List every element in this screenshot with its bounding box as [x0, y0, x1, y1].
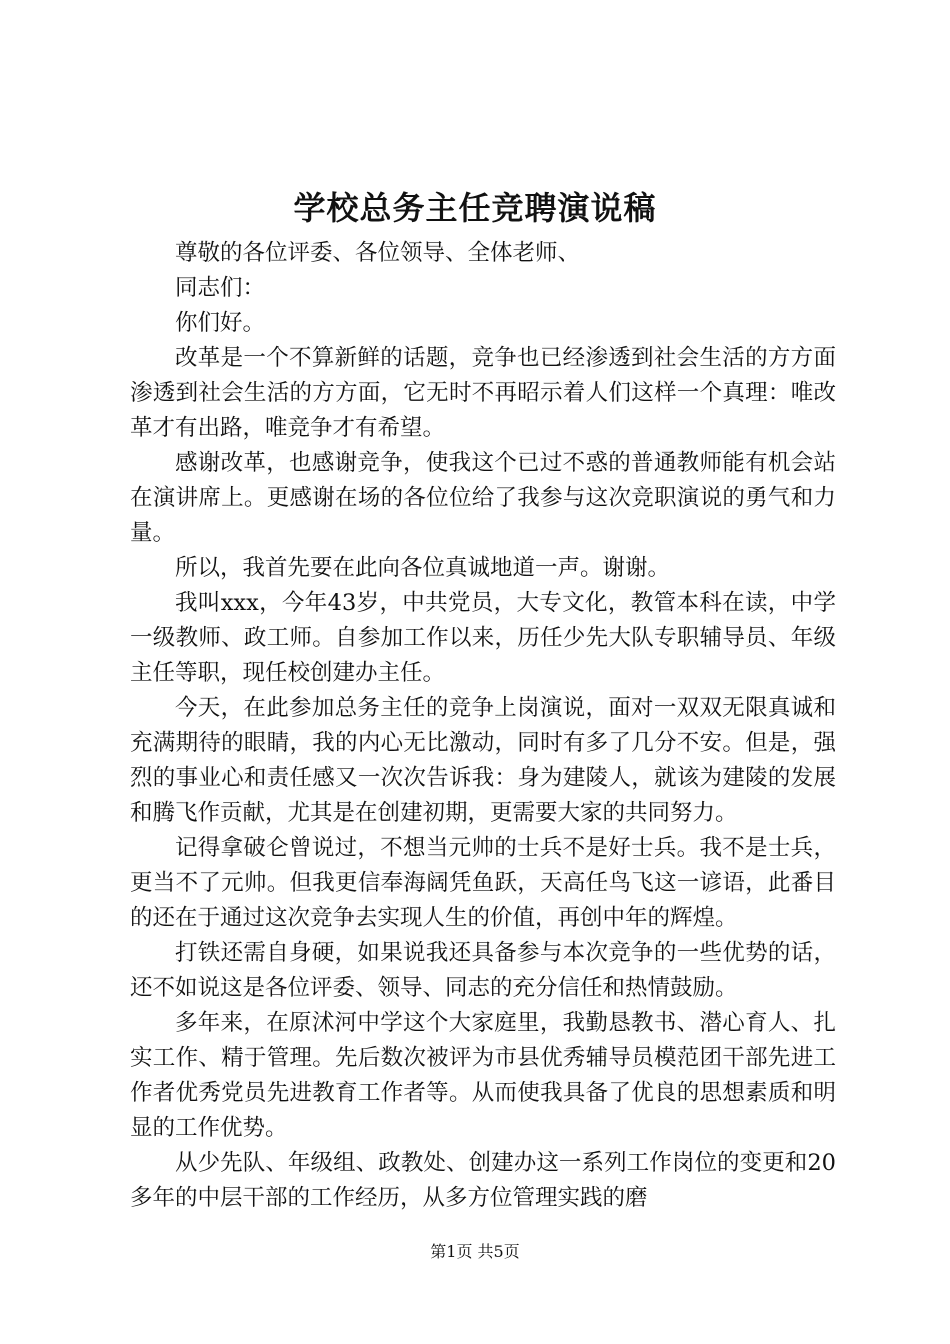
paragraph-experience: 多年来，在原沭河中学这个大家庭里，我勤恳教书、潜心育人、扎实工作、精于管理。先后数次被评为市县优秀辅导员模范团干部先进工作者优秀党员先进教育工作者等。从而使我具备了优良的思想素质和明显的工作优势。 — [130, 1010, 836, 1141]
paragraph-salutation-1: 尊敬的各位评委、各位领导、全体老师、 — [175, 240, 581, 266]
page-number-footer: 第1页 共5页 — [430, 1242, 520, 1261]
paragraph-introduction: 我叫xxx，今年43岁，中共党员，大专文化，教管本科在读，中学一级教师、政工师。自参加工作以来，历任少先大队专职辅导员、年级主任等职，现任校创建办主任。 — [130, 590, 836, 686]
paragraph-greeting: 你们好。 — [175, 310, 266, 336]
document-title: 学校总务主任竞聘演说稿 — [293, 189, 657, 227]
paragraph-today: 今天，在此参加总务主任的竞争上岗演说，面对一双双无限真诚和充满期待的眼睛，我的内心无比激动，同时有多了几分不安。但是，强烈的事业心和责任感又一次次告诉我：身为建陵人，就该为建陵的发展和腾飞作贡献，尤其是在创建初期，更需要大家的共同努力。 — [130, 695, 836, 826]
paragraph-salutation-2: 同志们： — [175, 275, 266, 301]
document-body — [130, 236, 836, 1216]
paragraph-gratitude: 所以，我首先要在此向各位真诚地道一声。谢谢。 — [175, 555, 671, 581]
paragraph-thanks: 感谢改革，也感谢竞争，使我这个已过不惑的普通教师能有机会站在演讲席上。更感谢在场的各位位给了我参与这次竞职演说的勇气和力量。 — [130, 450, 836, 546]
paragraph-career: 从少先队、年级组、政教处、创建办这一系列工作岗位的变更和20多年的中层干部的工作经历，从多方位管理实践的磨 — [130, 1150, 836, 1211]
paragraph-advantages: 打铁还需自身硬，如果说我还具备参与本次竞争的一些优势的话，还不如说这是各位评委、领导、同志的充分信任和热情鼓励。 — [130, 940, 836, 1001]
paragraph-napoleon: 记得拿破仑曾说过，不想当元帅的士兵不是好士兵。我不是士兵，更当不了元帅。但我更信奉海阔凭鱼跃，天高任鸟飞这一谚语，此番目的还在于通过这次竞争去实现人生的价值，再创中年的辉煌。 — [130, 835, 836, 931]
paragraph-reform: 改革是一个不算新鲜的话题，竞争也已经渗透到社会生活的方方面渗透到社会生活的方方面，它无时不再昭示着人们这样一个真理：唯改革才有出路，唯竞争才有希望。 — [130, 345, 836, 441]
